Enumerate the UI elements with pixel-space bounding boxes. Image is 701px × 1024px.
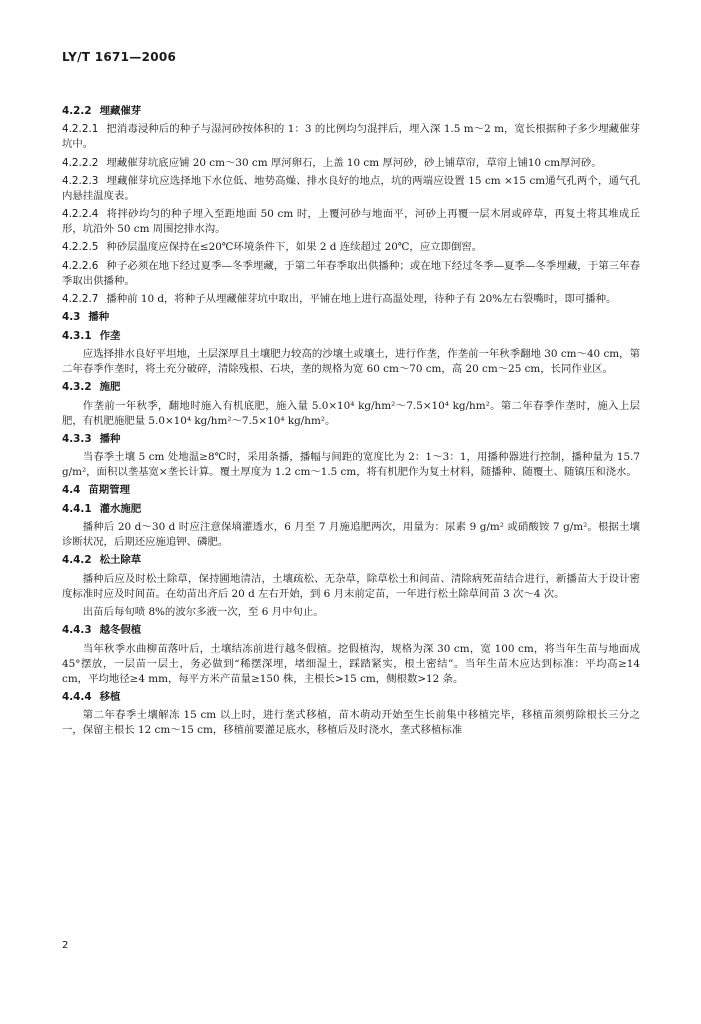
- clause-text: 把消毒浸种后的种子与湿河砂按体积的 1：3 的比例均匀混拌后，埋入深 1.5 m～2 m，宽长根据种子多少埋藏催芽坑中。: [62, 123, 640, 151]
- section-heading: [62, 502, 640, 517]
- section-heading: [62, 380, 640, 395]
- numbered-clause: [62, 240, 640, 255]
- section-number: 4.4.1: [62, 502, 92, 515]
- body-paragraph: 出苗后每旬喷 8%的波尔多液一次，至 6 月中旬止。: [82, 605, 324, 618]
- numbered-clause: [62, 174, 640, 204]
- section-heading: [62, 432, 640, 447]
- section-title: 施肥: [99, 381, 121, 394]
- body-paragraph: 作垄前一年秋季，翻地时施入有机底肥，施入量 5.0×10⁴ kg/hm²～7.5×10⁴ kg/hm²。第二年春季作垄时，施入上层肥，有机肥施肥量 5.0×10⁴ kg/hm²～7.5×10⁴ kg/hm²。: [62, 399, 640, 427]
- numbered-clause: [62, 156, 640, 171]
- section-number: 4.3.3: [62, 432, 92, 445]
- section-heading: [62, 483, 640, 498]
- section-heading: [62, 623, 640, 638]
- section-title: 越冬假植: [99, 624, 142, 637]
- section-title: 灌水施肥: [99, 502, 142, 515]
- clause-text: 播种前 10 d，将种子从埋藏催芽坑中取出，平铺在地上进行高温处理，待种子有 20%左右裂嘴时，即可播种。: [106, 293, 617, 306]
- section-title: 播种: [88, 311, 110, 324]
- body-paragraph: 播种后应及时松土除草，保持圃地清洁，土壤疏松、无杂草，除草松土和间苗、清除病死苗结合进行，新播苗大于设计密度标准时应及时间苗。在幼苗出齐后 20 d 左右开始，到 6 月末前定苗，一年进行松土除草间苗 3 次～4 次。: [62, 572, 640, 600]
- section-number: 4.4: [62, 484, 81, 497]
- numbered-clause: [62, 292, 640, 307]
- section-number: 4.3.2: [62, 381, 92, 394]
- document-body: [62, 104, 640, 741]
- clause-number: 4.2.2.7: [62, 293, 99, 306]
- section-title: 埋藏催芽: [99, 105, 142, 117]
- section-heading: [62, 690, 640, 705]
- clause-number: 4.2.2.4: [62, 208, 99, 221]
- numbered-clause: [62, 122, 640, 152]
- clause-text: 种子必须在地下经过夏季—冬季埋藏，于第二年春季取出供播种；或在地下经过冬季—夏季—冬季埋藏，于第三年春季取出供播种。: [62, 259, 640, 287]
- section-number: 4.4.4: [62, 690, 92, 703]
- section-title: 移植: [99, 690, 121, 703]
- clause-text: 埋藏催芽坑应选择地下水位低、地势高燥、排水良好的地点，坑的两端应设置 15 cm ×15 cm通气孔两个，通气孔内悬挂温度表。: [62, 174, 640, 202]
- numbered-clause: [62, 259, 640, 289]
- section-heading: [62, 553, 640, 568]
- clause-number: 4.2.2.2: [62, 156, 99, 169]
- section-title: 松土除草: [99, 554, 142, 567]
- clause-text: 将拌砂均匀的种子埋入至距地面 50 cm 时，上覆河砂与地面平，河砂上再覆一层木屑或碎草，再复土将其堆成丘形，坑沿外 50 cm 周围挖排水沟。: [62, 208, 640, 236]
- clause-number: 4.2.2.3: [62, 174, 99, 187]
- section-number: 4.3.1: [62, 329, 92, 342]
- body-paragraph: 应选择排水良好平坦地，土层深厚且土壤肥力较高的沙壤土或壤土，进行作垄，作垄前一年秋季翻地 30 cm～40 cm，第二年春季作垄时，将土充分破碎，清除残根、石块，垄的规格为宽 60 cm～70 cm，高 20 cm～25 cm，长同作业区。: [62, 347, 640, 375]
- section-number: 4.2.2: [62, 105, 92, 117]
- section-heading: [62, 329, 640, 344]
- section-title: 作垄: [99, 329, 121, 342]
- section-number: 4.4.2: [62, 554, 92, 567]
- section-title: 播种: [99, 432, 121, 445]
- page-number: 2: [62, 940, 69, 951]
- section-title: 苗期管理: [88, 484, 130, 497]
- body-paragraph: 当年秋季水曲柳苗落叶后，土壤结冻前进行越冬假植。挖假植沟，规格为深 30 cm，宽 100 cm，将当年生苗与地面成 45°摆放，一层苗一层土，务必做到“稀摆深埋，堵细湿土，踩踏紧实，根土密结”。当年生苗木应达到标准：平均高≥14 cm，平均地径≥4 mm，每平方米产苗量≥150 株，主根长>15 cm，侧根数>12 条。: [62, 642, 640, 685]
- body-paragraph: 第二年春季土壤解冻 15 cm 以上时，进行垄式移植，苗木萌动开始至生长前集中移植完毕，移植苗须剪除根长三分之一，保留主根长 12 cm～15 cm，移植前要灌足底水，移植后及时浇水，垄式移植标准: [62, 709, 640, 737]
- section-heading: [62, 310, 640, 325]
- numbered-clause: [62, 207, 640, 237]
- standard-code: LY/T 1671—2006: [62, 50, 177, 64]
- section-number: 4.3: [62, 311, 81, 324]
- clause-number: 4.2.2.6: [62, 259, 99, 272]
- section-number: 4.4.3: [62, 624, 92, 637]
- clause-text: 埋藏催芽坑底应铺 20 cm～30 cm 厚河卵石，上盖 10 cm 厚河砂，砂上铺草帘，草帘上铺10 cm厚河砂。: [106, 156, 602, 169]
- clause-number: 4.2.2.5: [62, 241, 99, 254]
- clause-number: 4.2.2.1: [62, 123, 99, 136]
- clause-text: 种砂层温度应保持在≤20℃环境条件下，如果 2 d 连续超过 20℃，应立即倒窖。: [106, 241, 483, 254]
- body-paragraph: 当春季土壤 5 cm 处地温≥8℃时，采用条播，播幅与间距的宽度比为 2：1～3：1，用播种器进行控制，播种量为 15.7 g/m²，面积以垄基宽×垄长计算。覆土厚度为 1.2 cm～1.5 cm，将有机肥作为复土材料，随播种、随覆土、随镇压和浇水。: [62, 451, 640, 479]
- body-paragraph: 播种后 20 d～30 d 时应注意保墒灌透水，6 月至 7 月施追肥两次，用量为：尿素 9 g/m² 或硝酸铵 7 g/m²。根据土壤诊断状况，后期还应施追钾、磷肥。: [62, 521, 640, 549]
- section-heading: [62, 104, 640, 119]
